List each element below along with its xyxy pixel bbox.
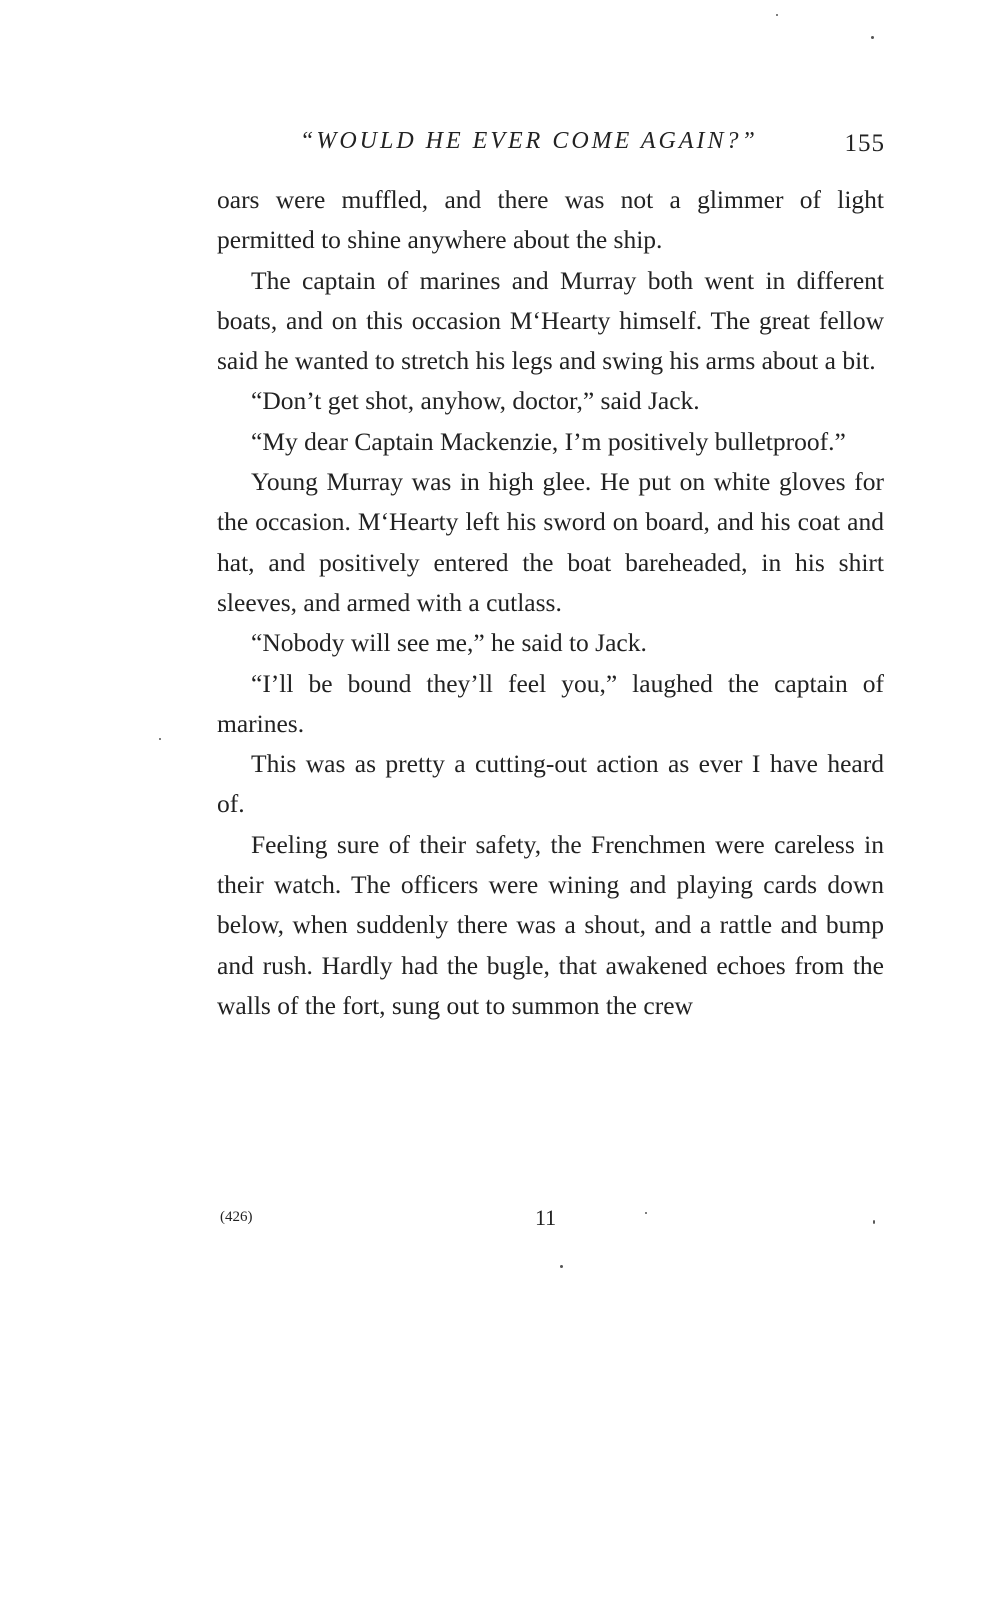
paragraph: “Don’t get shot, anyhow, doctor,” said Jack. — [251, 386, 700, 416]
scan-speck — [645, 1212, 647, 1214]
scan-speck — [159, 738, 161, 740]
scan-speck — [871, 36, 874, 39]
scan-speck — [560, 1265, 563, 1268]
paragraph: This was as pretty a cutting-out action as ever I have heard of. — [217, 749, 884, 819]
scan-speck — [776, 14, 778, 16]
signature-mark: (426) — [220, 1209, 253, 1225]
page-header — [215, 128, 885, 164]
running-title: “WOULD HE EVER COME AGAIN?” — [300, 128, 758, 154]
signature-folio: 11 — [535, 1205, 557, 1230]
page-footer — [220, 1205, 640, 1235]
paragraph: Young Murray was in high glee. He put on white gloves for the occasion. M‘Hearty left his sword on board, and his coat and hat, and positively entered the boat bareheaded, in his shirt sleeves, and armed with a cutlass. — [217, 467, 884, 617]
scan-speck — [873, 1220, 875, 1224]
paragraph: “I’ll be bound they’ll feel you,” laughed the captain of marines. — [217, 668, 884, 738]
paragraph: “Nobody will see me,” he said to Jack. — [251, 628, 647, 658]
body-text — [217, 180, 884, 1026]
paragraph: “My dear Captain Mackenzie, I’m positively bulletproof.” — [251, 426, 846, 456]
paragraph: The captain of marines and Murray both went in different boats, and on this occasion M‘Hearty himself. The great fellow said he wanted to stretch his legs and swing his arms about a bit. — [217, 265, 884, 376]
paragraph: oars were muffled, and there was not a glimmer of light permitted to shine anywhere about the ship. — [217, 185, 884, 255]
paragraph: Feeling sure of their safety, the Frenchmen were careless in their watch. The officers were wining and playing cards down below, when suddenly there was a shout, and a rattle and bump and rush. Hardly had the bugle, that awakened echoes from the walls of the fort, sung out to summon the crew — [217, 829, 884, 1020]
page-number: 155 — [844, 130, 885, 157]
